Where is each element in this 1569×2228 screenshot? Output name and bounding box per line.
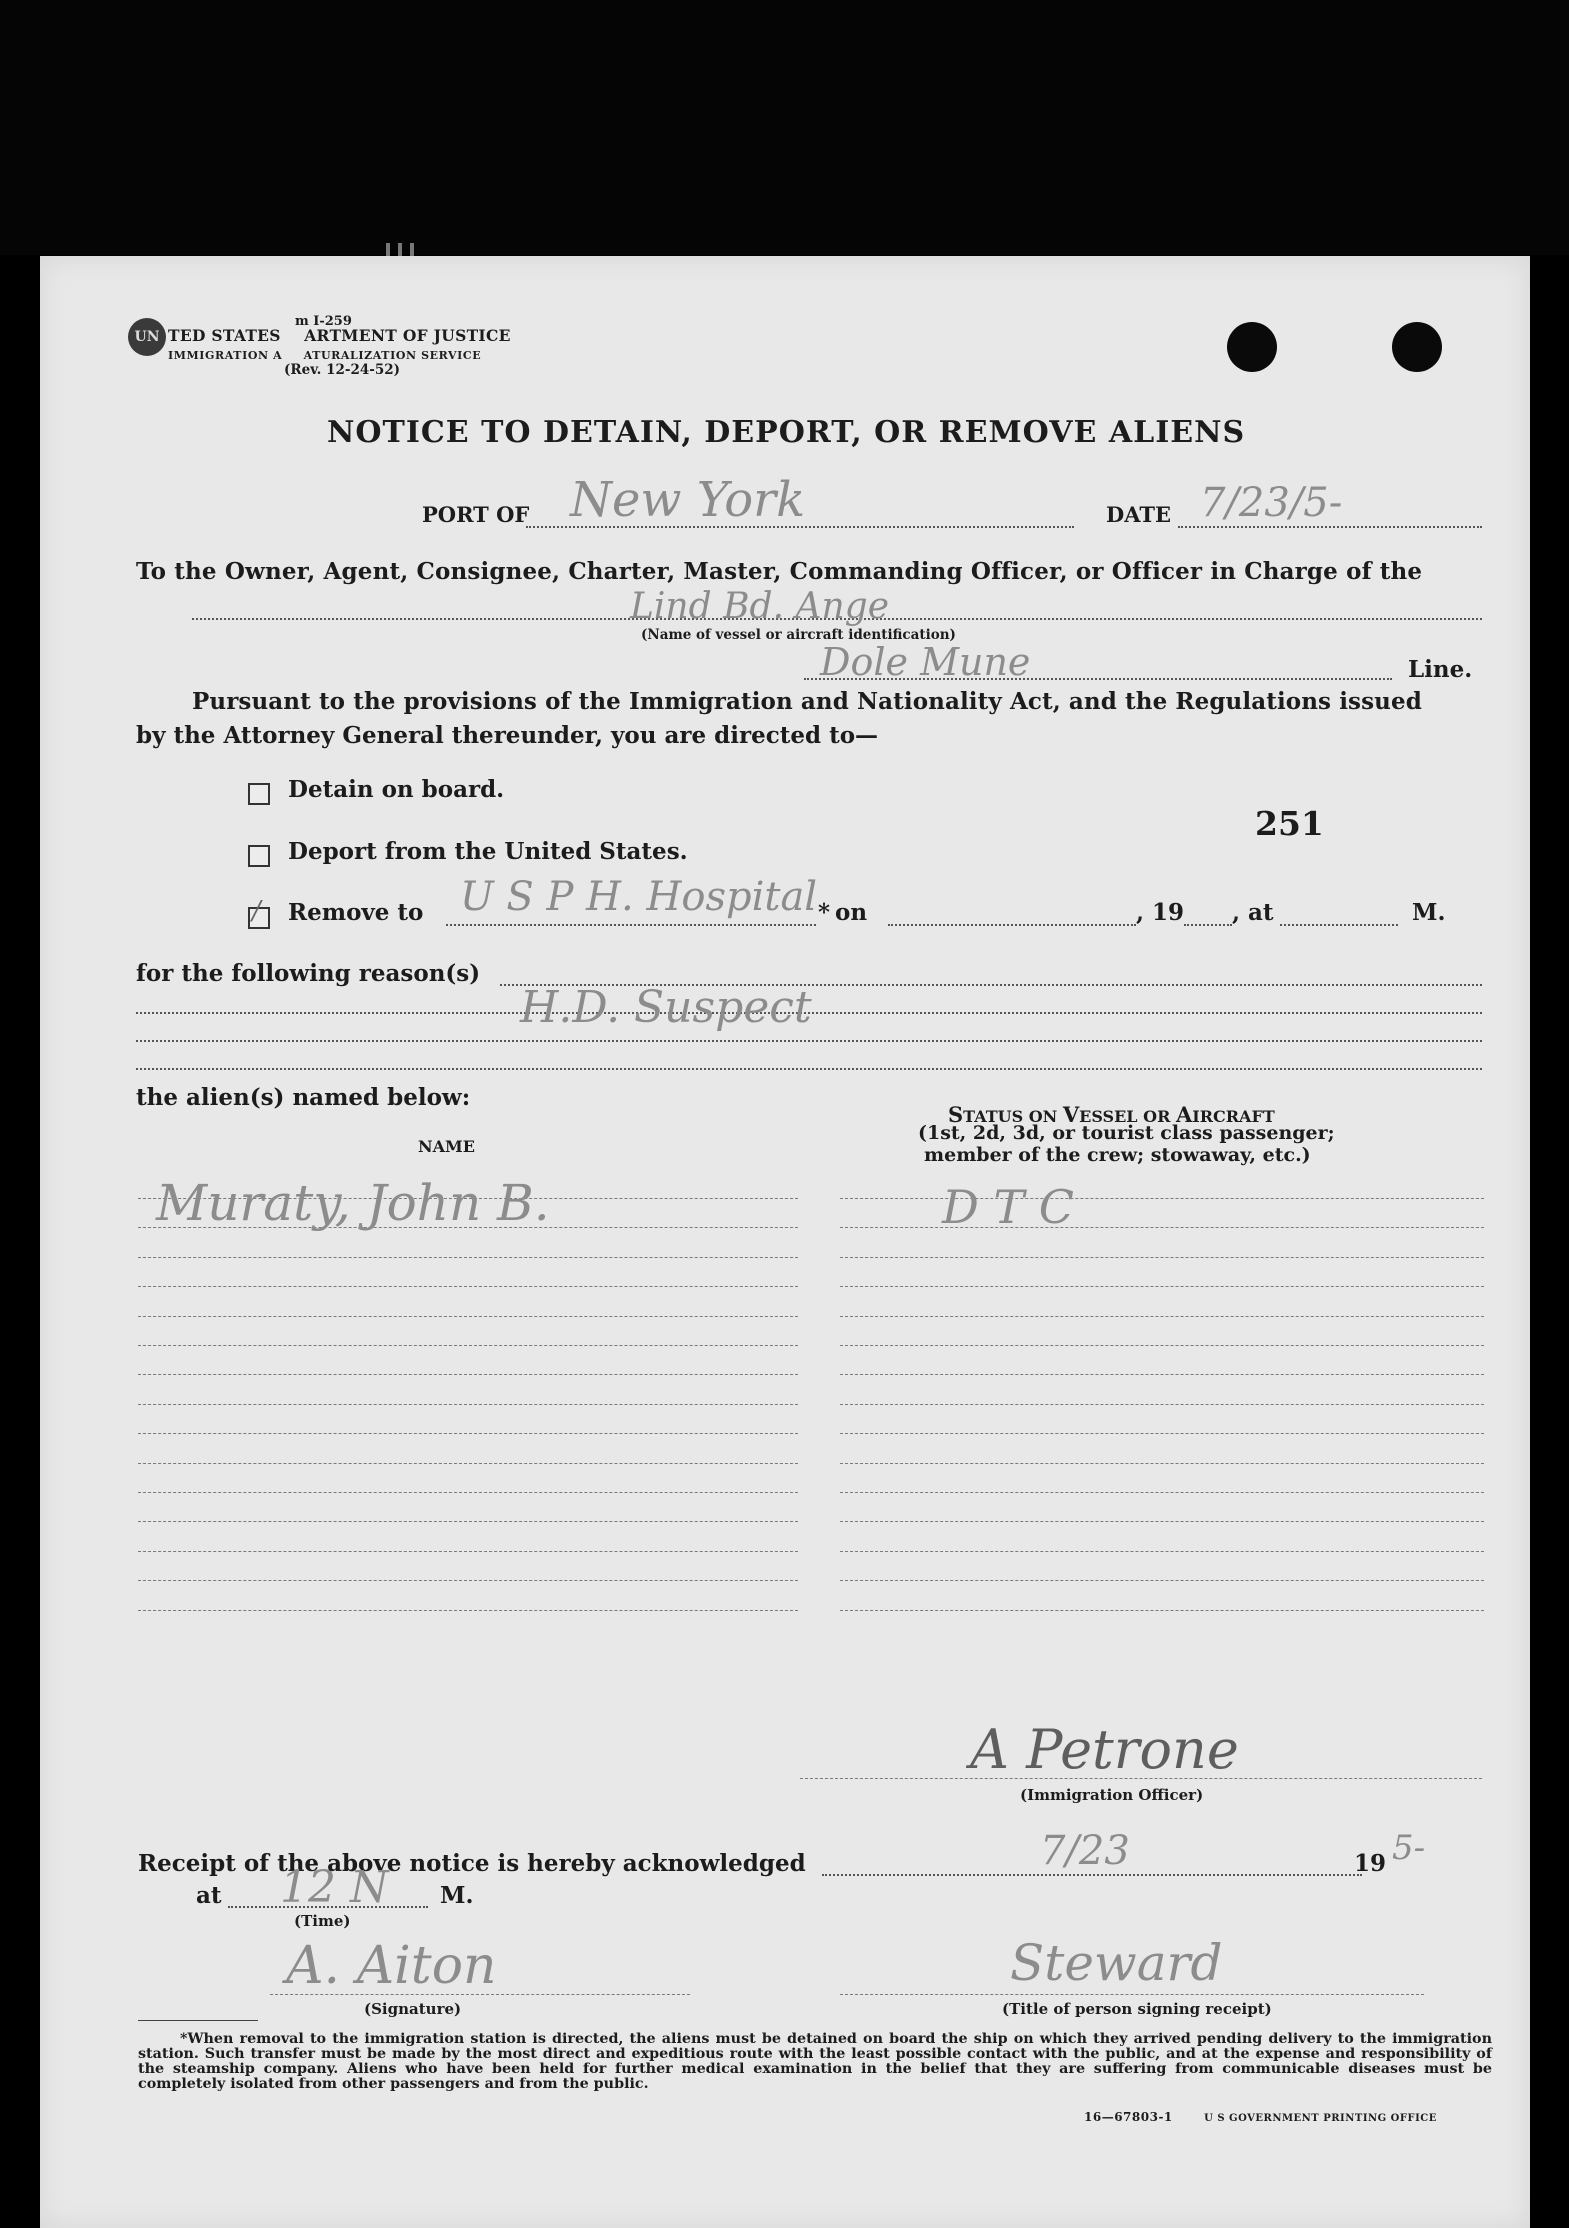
port-value[interactable]: New York xyxy=(570,472,806,528)
table-ruled-line xyxy=(840,1463,1484,1464)
receipt-year-prefix: 19 xyxy=(1354,1850,1387,1877)
footnote-rule xyxy=(138,2020,258,2021)
title-caption: (Title of person signing receipt) xyxy=(1002,2000,1272,2018)
status-column-note: (1st, 2d, 3d, or tourist class passenger; xyxy=(918,1122,1335,1144)
detain-checkbox[interactable] xyxy=(248,783,270,805)
alien-name-value[interactable]: Muraty, John B. xyxy=(156,1174,550,1232)
receipt-at-label: at xyxy=(196,1882,222,1909)
alien-status-value[interactable]: D T C xyxy=(942,1180,1075,1234)
printer-line: 16—67803-1 U S GOVERNMENT PRINTING OFFICE xyxy=(1084,2110,1437,2124)
table-ruled-line xyxy=(840,1257,1484,1258)
table-ruled-line xyxy=(138,1345,798,1346)
table-ruled-line xyxy=(840,1433,1484,1434)
vessel-caption: (Name of vessel or aircraft identification) xyxy=(641,627,956,643)
department-seal: UN xyxy=(128,318,166,356)
officer-signature: A Petrone xyxy=(970,1718,1239,1781)
receipt-title-line xyxy=(840,1994,1424,1995)
remove-asterisk: * xyxy=(818,899,831,926)
deport-checkbox[interactable] xyxy=(248,845,270,867)
year-field-line xyxy=(1184,924,1232,926)
detain-label: Detain on board. xyxy=(288,776,505,803)
table-ruled-line xyxy=(138,1404,798,1405)
table-ruled-line xyxy=(138,1374,798,1375)
table-ruled-line xyxy=(840,1345,1484,1346)
receipt-time-value[interactable]: 12 N xyxy=(280,1862,389,1913)
pursuant-text: Pursuant to the provisions of the Immigration and Nationality Act, and the Regulations issued xyxy=(192,688,1422,715)
remove-label: Remove to xyxy=(288,899,424,926)
reason-line xyxy=(136,1068,1482,1070)
receipt-year-value[interactable]: 5- xyxy=(1392,1828,1426,1868)
table-ruled-line xyxy=(840,1286,1484,1287)
signature-caption: (Signature) xyxy=(364,2000,462,2018)
pursuant-text: by the Attorney General thereunder, you are directed to— xyxy=(136,722,879,749)
receipt-meridiem: M. xyxy=(440,1882,474,1909)
reasons-label: for the following reason(s) xyxy=(136,960,481,987)
stamp-number: 251 xyxy=(1255,804,1324,843)
punch-hole xyxy=(1227,322,1277,372)
service-line: IMMIGRATION A ATURALIZATION SERVICE xyxy=(168,349,482,362)
form-revision: (Rev. 12-24-52) xyxy=(284,362,401,378)
department-header: TED STATES ARTMENT OF JUSTICE xyxy=(168,326,511,345)
remove-check-mark: / xyxy=(252,896,261,926)
receipt-signature: A. Aiton xyxy=(286,1936,497,1996)
addressee-line: To the Owner, Agent, Consignee, Charter, Master, Commanding Officer, or Officer in Charge of the xyxy=(136,558,1423,585)
table-ruled-line xyxy=(840,1551,1484,1552)
table-ruled-line xyxy=(840,1374,1484,1375)
port-label: PORT OF xyxy=(422,502,530,527)
time-caption: (Time) xyxy=(294,1912,351,1930)
table-ruled-line xyxy=(138,1610,798,1611)
table-ruled-line xyxy=(138,1433,798,1434)
reason-value[interactable]: H.D. Suspect xyxy=(520,982,812,1033)
table-ruled-line xyxy=(840,1198,1484,1199)
status-column-header: STATUS ON VESSEL OR AIRCRAFT xyxy=(948,1102,1275,1127)
table-ruled-line xyxy=(840,1521,1484,1522)
on-label: on xyxy=(835,899,868,926)
table-ruled-line xyxy=(840,1610,1484,1611)
date-field-line xyxy=(1178,526,1482,528)
at-label: , at xyxy=(1232,899,1274,926)
scan-background xyxy=(0,0,1569,255)
receipt-text: Receipt of the above notice is hereby acknowledged xyxy=(138,1850,806,1877)
table-ruled-line xyxy=(138,1492,798,1493)
table-ruled-line xyxy=(138,1551,798,1552)
table-ruled-line xyxy=(138,1521,798,1522)
table-ruled-line xyxy=(138,1257,798,1258)
table-ruled-line xyxy=(138,1580,798,1581)
status-column-note: member of the crew; stowaway, etc.) xyxy=(924,1144,1311,1166)
line-value[interactable]: Dole Mune xyxy=(820,640,1031,684)
table-ruled-line xyxy=(840,1492,1484,1493)
line-suffix: Line. xyxy=(1408,656,1473,683)
date-label: DATE xyxy=(1106,502,1171,527)
year-prefix: , 19 xyxy=(1136,899,1185,926)
remove-field-line xyxy=(446,924,816,926)
receipt-date-value[interactable]: 7/23 xyxy=(1040,1828,1130,1874)
table-ruled-line xyxy=(138,1316,798,1317)
on-field-line xyxy=(888,924,1136,926)
remove-value[interactable]: U S P H. Hospital xyxy=(460,874,818,920)
aliens-label: the alien(s) named below: xyxy=(136,1084,471,1111)
vessel-value[interactable]: Lind Bd. Ange xyxy=(630,586,890,627)
time-field-line xyxy=(1280,924,1398,926)
table-ruled-line xyxy=(840,1580,1484,1581)
name-column-header: NAME xyxy=(418,1137,475,1156)
deport-label: Deport from the United States. xyxy=(288,838,688,865)
punch-hole xyxy=(1392,322,1442,372)
table-ruled-line xyxy=(840,1227,1484,1228)
table-ruled-line xyxy=(840,1316,1484,1317)
receipt-date-line xyxy=(822,1874,1362,1876)
date-value[interactable]: 7/23/5- xyxy=(1200,480,1343,526)
officer-caption: (Immigration Officer) xyxy=(1020,1786,1204,1804)
form-number: m I-259 xyxy=(295,314,352,329)
receipt-title-value[interactable]: Steward xyxy=(1010,1934,1223,1992)
form-page xyxy=(40,256,1530,2228)
form-title: NOTICE TO DETAIN, DEPORT, OR REMOVE ALIENS xyxy=(327,415,1246,450)
table-ruled-line xyxy=(840,1404,1484,1405)
footnote: *When removal to the immigration station is directed, the aliens must be detained on board the ship on which they arrived pending delivery to the immigration station. Such transfer must be made by the most direct and expeditious route with the least possible contact with the public, and at the expense and responsibility of the steamship company. Aliens who have been held for further medical examination in the belief that they are suffering from communicable diseases must be completely isolated from other passengers and from the public. xyxy=(138,2031,1492,2092)
meridiem-label: M. xyxy=(1412,899,1446,926)
reason-line xyxy=(136,1040,1482,1042)
table-ruled-line xyxy=(138,1463,798,1464)
table-ruled-line xyxy=(138,1286,798,1287)
